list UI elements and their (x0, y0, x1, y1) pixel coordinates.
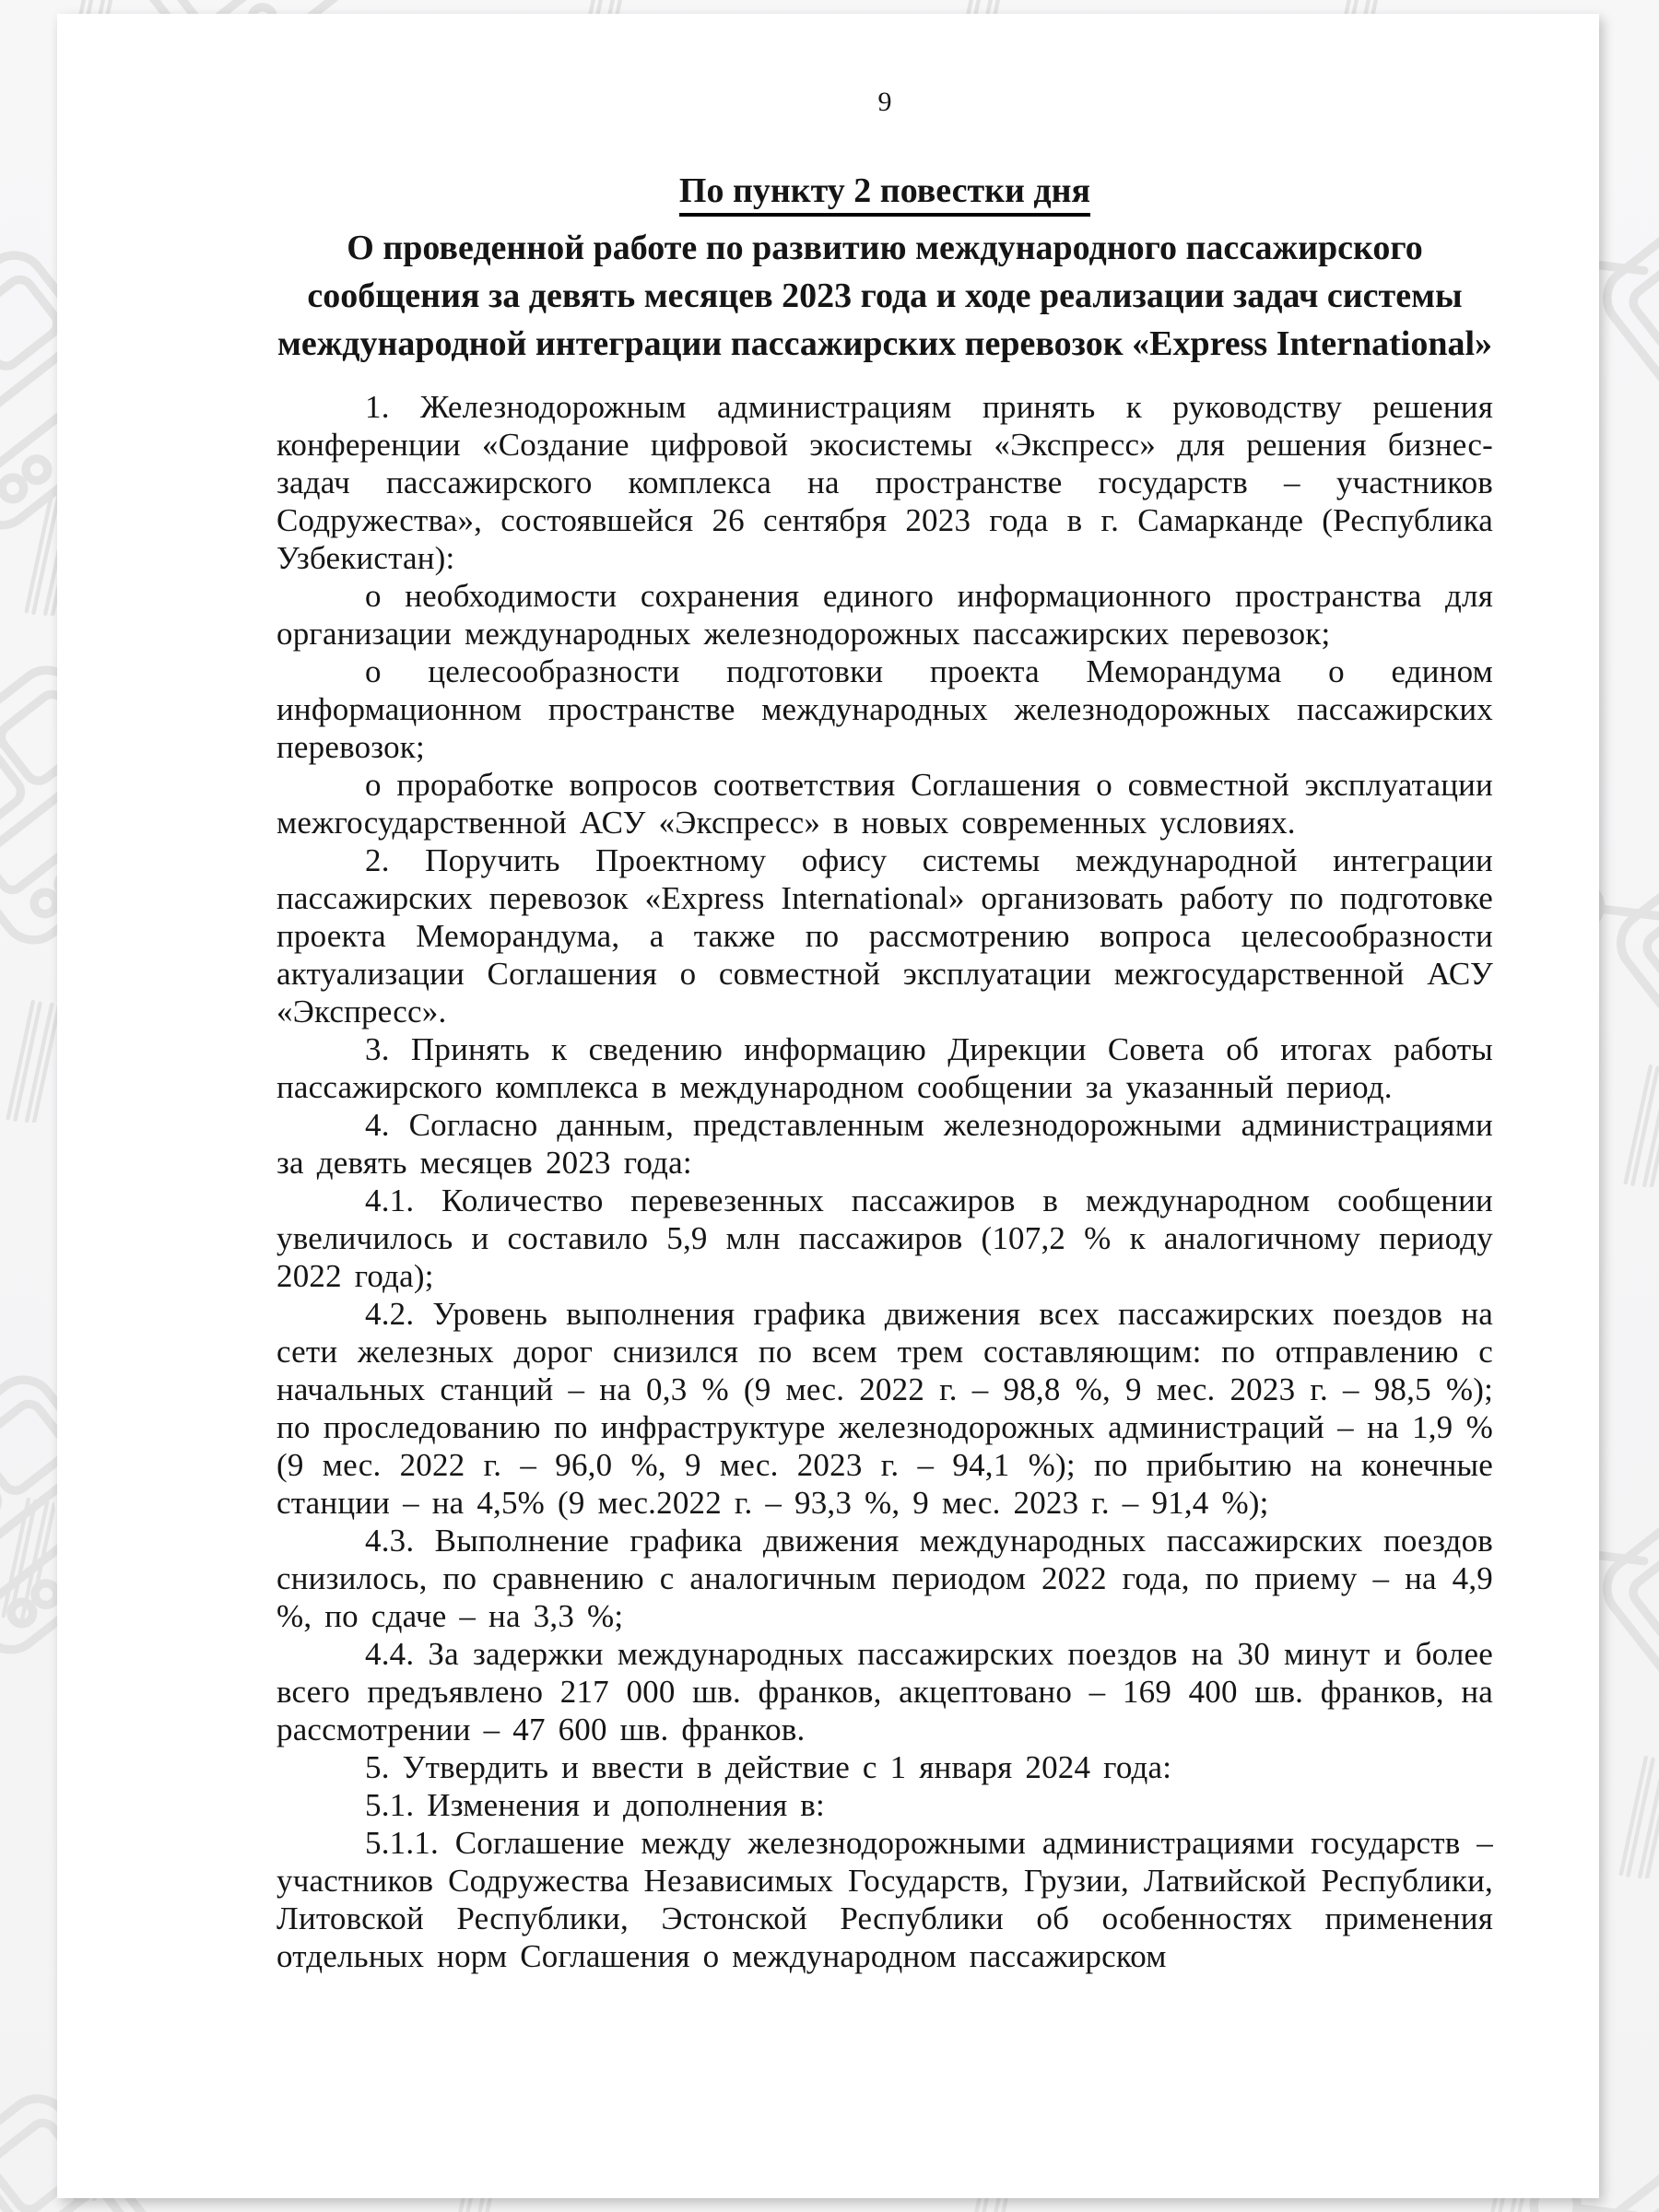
paragraph: 4.2. Уровень выполнения графика движения всех пассажирских поездов на сети железных дорог снизился по всем трем составляющим: по отправлению с начальных станций – на 0,3 % (9 мес. 2022 г. – 98,8 %, 9 мес. 2023 г. – 98,5 %); по проследованию по инфраструктуре железнодорожных администраций – на 1,9 % (9 мес. 2022 г. – 96,0 %, 9 мес. 2023 г. – 94,1 %); по прибытию на конечные станции – на 4,5% (9 мес.2022 г. – 93,3 %, 9 мес. 2023 г. – 91,4 %); (276, 1296, 1493, 1521)
paragraph: о необходимости сохранения единого информационного пространства для организации международных железнодорожных пассажирских перевозок; (276, 578, 1493, 652)
diagonal-hatch-icon (1602, 1747, 1659, 1886)
paragraph: о целесообразности подготовки проекта Меморандума о едином информационном пространстве международных железнодорожных пассажирских перевозок; (276, 653, 1493, 765)
heading-line: сообщения за девять месяцев 2023 года и ходе реализации задач системы (307, 276, 1463, 315)
agenda-title-row (276, 171, 1493, 211)
diagonal-hatch-icon (1606, 1056, 1659, 1194)
paragraph: 4. Согласно данным, представленным железнодорожными администрациями за девять месяцев 2023 года: (276, 1107, 1493, 1181)
paragraph: 4.3. Выполнение графика движения международных пассажирских поездов снизилось, по сравнению с аналогичным периодом 2022 года, по приему – на 4,9 %, по сдаче – на 3,3 %; (276, 1523, 1493, 1634)
paragraph: 5.1.1. Соглашение между железнодорожными администрациями государств – участников Содружества Независимых Государств, Грузии, Латвийской Республики, Литовской Республики, Эстонской Республики об особенностях применения отдельных норм Соглашения о международном пассажирском (276, 1825, 1493, 1974)
document-body (276, 388, 1493, 1975)
heading-line: О проведенной работе по развитию международного пассажирского (347, 229, 1423, 267)
paragraph: 5.1. Изменения и дополнения в: (365, 1787, 825, 1823)
paragraph: 4.1. Количество перевезенных пассажиров в международном сообщении увеличилось и составило 5,9 млн пассажиров (107,2 % к аналогичному периоду 2022 года); (276, 1182, 1493, 1294)
page-number: 9 (877, 87, 892, 117)
document-heading (276, 224, 1493, 368)
paragraph: 2. Поручить Проектному офису системы международной интеграции пассажирских перевозок «Express International» организовать работу по подготовке проекта Меморандума, а также по рассмотрению вопроса целесообразности актуализации Соглашения о совместной эксплуатации межгосударственной АСУ «Экспресс». (276, 842, 1493, 1030)
paragraph: 1. Железнодорожным администрациям принять к руководству решения конференции «Создание цифровой экосистемы «Экспресс» для решения бизнес-задач пассажирского комплекса на пространстве государств – участников Содружества», состоявшейся 26 сентября 2023 года в г. Самарканде (Республика Узбекистан): (276, 389, 1493, 576)
agenda-item-title: По пункту 2 повестки дня (679, 171, 1090, 217)
page-content (57, 14, 1599, 1975)
paragraph: 5. Утвердить и ввести в действие с 1 января 2024 года: (365, 1749, 1172, 1785)
paragraph: о проработке вопросов соответствия Соглашения о совместной эксплуатации межгосударственной АСУ «Экспресс» в новых современных условиях. (276, 767, 1493, 841)
paragraph: 3. Принять к сведению информацию Дирекции Совета об итогах работы пассажирского комплекса в международном сообщении за указанный период. (276, 1031, 1493, 1105)
document-page (57, 14, 1599, 2198)
paragraph: 4.4. За задержки международных пассажирских поездов на 30 минут и более всего предъявлено 217 000 шв. франков, акцептовано – 169 400 шв. франков, на рассмотрении – 47 600 шв. франков. (276, 1636, 1493, 1747)
heading-line: международной интеграции пассажирских перевозок «Express International» (276, 324, 1493, 363)
